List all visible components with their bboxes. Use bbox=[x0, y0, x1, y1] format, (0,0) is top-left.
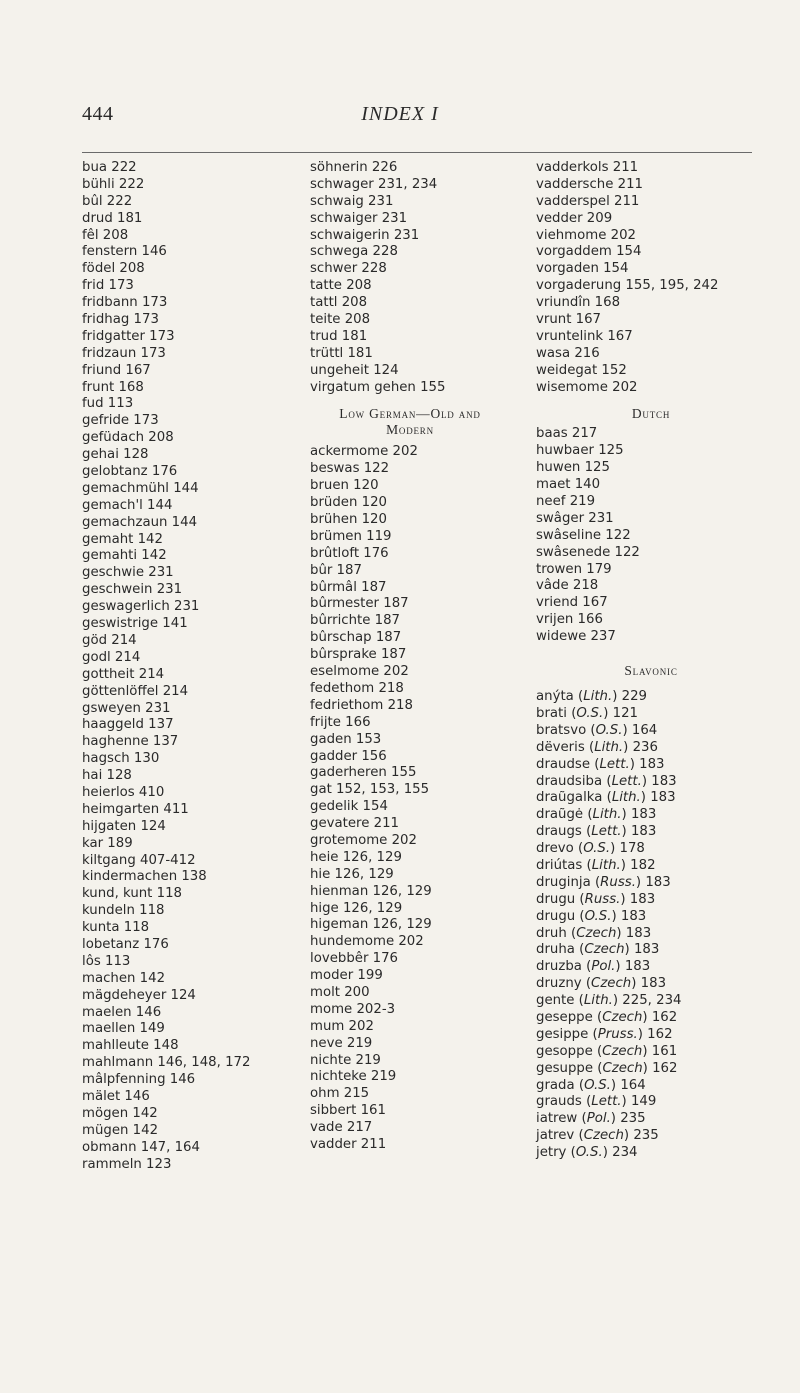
index-entry: draudsiba (Lett.) 183 bbox=[536, 773, 677, 789]
index-entry: gesippe (Pruss.) 162 bbox=[536, 1026, 673, 1042]
entry-pages: 164 bbox=[631, 722, 658, 738]
index-entry: gaderheren 155 bbox=[310, 765, 417, 781]
index-entry: geswagerlich 231 bbox=[82, 599, 200, 615]
entry-word: iatrew bbox=[536, 1111, 578, 1127]
index-entry: gsweyen 231 bbox=[82, 700, 171, 716]
index-entry: druzba (Pol.) 183 bbox=[536, 959, 651, 975]
index-entry: grada (O.S.) 164 bbox=[536, 1077, 646, 1093]
index-entry: widewe 237 bbox=[536, 629, 616, 645]
index-entry: gemach'l 144 bbox=[82, 497, 173, 513]
index-entry: brümen 119 bbox=[310, 528, 392, 544]
index-entry: draũgalka (Lith.) 183 bbox=[536, 790, 676, 806]
index-entry: iatrew (Pol.) 235 bbox=[536, 1111, 646, 1127]
entry-language: Russ. bbox=[584, 891, 621, 907]
entry-language: Pol. bbox=[591, 959, 616, 975]
index-entry: mägdeheyer 124 bbox=[82, 987, 196, 1003]
index-entry: bua 222 bbox=[82, 160, 137, 175]
index-entry: maet 140 bbox=[536, 477, 601, 493]
index-entry: fêl 208 bbox=[82, 227, 129, 243]
index-entry: geseppe (Czech) 162 bbox=[536, 1009, 678, 1025]
index-entry: lobetanz 176 bbox=[82, 936, 169, 952]
index-entry: eselmome 202 bbox=[310, 664, 409, 680]
index-entry: drud 181 bbox=[82, 210, 143, 226]
index-entry: mahlleute 148 bbox=[82, 1038, 179, 1054]
index-entry: geschwie 231 bbox=[82, 565, 174, 581]
entry-language: Lett. bbox=[599, 756, 630, 772]
index-entry: gemaht 142 bbox=[82, 531, 163, 547]
index-entry: gemachzaun 144 bbox=[82, 514, 198, 530]
section-heading-dutch: Dutch bbox=[631, 406, 671, 422]
index-entry: schwer 228 bbox=[310, 261, 387, 277]
entry-word: druzny bbox=[536, 976, 582, 992]
entry-word: druh bbox=[536, 925, 567, 941]
index-entry: rammeln 123 bbox=[82, 1156, 172, 1172]
entry-pages: 234 bbox=[612, 1145, 638, 1161]
entry-pages: 162 bbox=[647, 1026, 673, 1042]
entry-language: Czech bbox=[602, 1060, 643, 1076]
entry-language: Lith. bbox=[591, 857, 621, 873]
entry-pages: 162 bbox=[651, 1009, 678, 1025]
index-entry: kiltgang 407-412 bbox=[82, 852, 196, 868]
index-entry: nichteke 219 bbox=[310, 1069, 397, 1085]
entry-word: anýta bbox=[536, 689, 574, 705]
index-entry: jatrev (Czech) 235 bbox=[536, 1128, 659, 1144]
section-heading-slavonic: Slavonic bbox=[624, 663, 678, 679]
entry-word: draugs bbox=[536, 824, 582, 840]
entry-language: Lett. bbox=[611, 773, 642, 789]
index-entry: dëveris (Lith.) 236 bbox=[536, 739, 658, 755]
entry-language: Czech bbox=[576, 925, 617, 941]
index-entry: frunt 168 bbox=[82, 379, 144, 395]
index-entry: nichte 219 bbox=[310, 1052, 381, 1068]
entry-language: Pruss. bbox=[597, 1026, 638, 1042]
index-entry: haghenne 137 bbox=[82, 734, 179, 750]
index-column-2 bbox=[310, 160, 510, 1154]
index-entry: bûrsprake 187 bbox=[310, 647, 407, 663]
entry-word: druzba bbox=[536, 959, 582, 975]
index-entry: gefride 173 bbox=[82, 413, 159, 429]
entry-pages: 183 bbox=[630, 807, 657, 823]
index-entry: kund, kunt 118 bbox=[82, 886, 183, 902]
index-entry: draũgė (Lith.) 183 bbox=[536, 807, 657, 823]
index-column-3 bbox=[536, 160, 766, 1162]
entry-pages: 183 bbox=[629, 891, 656, 907]
entry-language: Lith. bbox=[611, 790, 641, 806]
index-entry: gottheit 214 bbox=[82, 666, 165, 682]
entry-word: drugu bbox=[536, 891, 576, 907]
entry-word: drugu bbox=[536, 908, 576, 924]
entry-word: jatrev bbox=[536, 1128, 575, 1144]
entry-pages: 183 bbox=[651, 773, 677, 789]
index-entry: maellen 149 bbox=[82, 1021, 165, 1037]
entry-word: grauds bbox=[536, 1094, 582, 1110]
index-entry: gefüdach 208 bbox=[82, 430, 174, 446]
entry-language: Lith. bbox=[583, 689, 613, 705]
index-entry: gelobtanz 176 bbox=[82, 464, 178, 480]
index-entry: gente (Lith.) 225, 234 bbox=[536, 993, 682, 1009]
index-entry: schwega 228 bbox=[310, 244, 398, 260]
entry-language: Czech bbox=[584, 942, 625, 958]
entry-language: Lett. bbox=[591, 824, 622, 840]
index-entry: lôs 113 bbox=[82, 953, 131, 969]
index-entry: vadderkols 211 bbox=[536, 160, 639, 175]
index-entry: fud 113 bbox=[82, 396, 134, 412]
index-entry: druh (Czech) 183 bbox=[536, 925, 652, 941]
index-entry: viehmome 202 bbox=[536, 227, 636, 243]
index-entry: geswistrige 141 bbox=[82, 616, 188, 632]
index-entry: swâseline 122 bbox=[536, 527, 631, 543]
index-entry: gesuppe (Czech) 162 bbox=[536, 1060, 678, 1076]
index-entry: ackermome 202 bbox=[310, 444, 418, 460]
running-title: INDEX I bbox=[361, 103, 439, 125]
index-entry: friund 167 bbox=[82, 362, 151, 378]
index-entry: fenstern 146 bbox=[82, 244, 167, 260]
entry-word: driútas bbox=[536, 857, 583, 873]
index-entry: virgatum gehen 155 bbox=[310, 379, 446, 395]
index-entry: vriend 167 bbox=[536, 595, 608, 611]
index-entry: teite 208 bbox=[310, 312, 371, 328]
index-entry: söhnerin 226 bbox=[310, 160, 398, 175]
index-entry: heimgarten 411 bbox=[82, 801, 189, 817]
entry-pages: 149 bbox=[630, 1094, 657, 1110]
entry-word: grada bbox=[536, 1077, 575, 1093]
index-entry: fridzaun 173 bbox=[82, 345, 166, 361]
index-entry: mahlmann 146, 148, 172 bbox=[82, 1055, 251, 1071]
entry-pages: 183 bbox=[630, 824, 657, 840]
entry-pages: 183 bbox=[624, 959, 651, 975]
entry-word: gesippe bbox=[536, 1026, 589, 1042]
entry-word: druha bbox=[536, 942, 575, 958]
index-entry: hundemome 202 bbox=[310, 934, 424, 950]
entry-pages: 183 bbox=[650, 790, 676, 806]
section-heading-line: Modern bbox=[386, 422, 434, 438]
index-entry: schwaiger 231 bbox=[310, 210, 408, 226]
index-entry: godl 214 bbox=[82, 649, 141, 665]
index-entry: hienman 126, 129 bbox=[310, 883, 432, 899]
index-entry: fridhag 173 bbox=[82, 312, 159, 328]
entry-word: gesoppe bbox=[536, 1043, 593, 1059]
index-entry: trowen 179 bbox=[536, 561, 612, 577]
column-3-slavonic-entries bbox=[536, 689, 766, 1162]
index-entry: heie 126, 129 bbox=[310, 849, 402, 865]
entry-language: Czech bbox=[602, 1043, 643, 1059]
index-entry: moder 199 bbox=[310, 968, 383, 984]
entry-language: Czech bbox=[583, 1128, 624, 1144]
index-entry: hige 126, 129 bbox=[310, 900, 403, 916]
index-entry: bratsvo (O.S.) 164 bbox=[536, 722, 658, 738]
index-entry: frijte 166 bbox=[310, 714, 371, 730]
entry-language: O.S. bbox=[584, 1077, 611, 1093]
index-entry: gemachmühl 144 bbox=[82, 480, 199, 496]
index-entry: huwen 125 bbox=[536, 460, 610, 476]
entry-language: Lith. bbox=[592, 807, 622, 823]
entry-word: draũgė bbox=[536, 807, 584, 823]
index-entry: kundeln 118 bbox=[82, 903, 165, 919]
index-entry: lovebbêr 176 bbox=[310, 951, 399, 967]
index-entry: vorgaddem 154 bbox=[536, 244, 642, 260]
index-entry: mâlpfenning 146 bbox=[82, 1072, 196, 1088]
index-entry: fedriethom 218 bbox=[310, 697, 413, 713]
index-entry: bûrmester 187 bbox=[310, 596, 409, 612]
entry-word: draudse bbox=[536, 756, 591, 772]
entry-language: O.S. bbox=[584, 908, 612, 924]
entry-language: Lith. bbox=[594, 739, 624, 755]
entry-language: Czech bbox=[591, 976, 632, 992]
index-entry: bûrschap 187 bbox=[310, 630, 402, 646]
entry-word: bratsvo bbox=[536, 722, 587, 738]
entry-word: druginja bbox=[536, 874, 591, 890]
index-entry: vorgaden 154 bbox=[536, 261, 629, 277]
entry-language: O.S. bbox=[575, 1145, 603, 1161]
index-entry: huwbaer 125 bbox=[536, 443, 624, 459]
index-entry: grotemome 202 bbox=[310, 832, 417, 848]
index-entry: bûrmâl 187 bbox=[310, 579, 387, 595]
index-entry: drugu (Russ.) 183 bbox=[536, 891, 656, 907]
column-2-low-german-entries bbox=[310, 444, 510, 1153]
index-entry: ohm 215 bbox=[310, 1086, 370, 1102]
entry-pages: 236 bbox=[632, 739, 658, 755]
index-entry: vedder 209 bbox=[536, 210, 613, 226]
index-entry: neef 219 bbox=[536, 494, 596, 510]
index-entry: brûtloft 176 bbox=[310, 545, 389, 561]
index-entry: gaden 153 bbox=[310, 731, 382, 747]
entry-language: Russ. bbox=[600, 874, 636, 890]
index-entry: tatte 208 bbox=[310, 278, 372, 294]
index-entry: trud 181 bbox=[310, 328, 368, 344]
index-entry: vadderspel 211 bbox=[536, 193, 640, 209]
index-entry: wasa 216 bbox=[536, 345, 600, 361]
entry-pages: 161 bbox=[651, 1043, 678, 1059]
index-entry: gesoppe (Czech) 161 bbox=[536, 1043, 678, 1059]
entry-pages: 235 bbox=[620, 1111, 646, 1127]
entry-word: drevo bbox=[536, 841, 574, 857]
entry-word: draudsiba bbox=[536, 773, 603, 789]
column-2-german-entries bbox=[310, 160, 510, 396]
column-3-german-entries bbox=[536, 160, 766, 396]
column-3-dutch-entries bbox=[536, 426, 766, 646]
entry-language: Lith. bbox=[583, 993, 613, 1009]
index-entry: drugu (O.S.) 183 bbox=[536, 908, 647, 924]
index-entry: göttenlöffel 214 bbox=[82, 683, 189, 699]
index-entry: gemahti 142 bbox=[82, 548, 167, 564]
index-entry: brühen 120 bbox=[310, 512, 387, 528]
entry-pages: 183 bbox=[625, 925, 652, 941]
index-entry: hagsch 130 bbox=[82, 751, 160, 767]
entry-word: jetry bbox=[536, 1145, 567, 1161]
entry-word: dëveris bbox=[536, 739, 585, 755]
index-entry: grauds (Lett.) 149 bbox=[536, 1094, 657, 1110]
index-entry: gat 152, 153, 155 bbox=[310, 782, 430, 798]
index-entry: gedelik 154 bbox=[310, 799, 388, 815]
entry-language: O.S. bbox=[595, 722, 623, 738]
entry-language: Lett. bbox=[591, 1094, 622, 1110]
index-entry: sibbert 161 bbox=[310, 1103, 386, 1119]
index-entry: molt 200 bbox=[310, 984, 370, 1000]
index-entry: mügen 142 bbox=[82, 1122, 159, 1138]
entry-pages: 225, 234 bbox=[622, 993, 682, 1009]
index-entry: födel 208 bbox=[82, 261, 145, 277]
index-entry: draugs (Lett.) 183 bbox=[536, 824, 657, 840]
index-entry: fridgatter 173 bbox=[82, 328, 175, 344]
entry-language: O.S. bbox=[583, 841, 611, 857]
page-number: 444 bbox=[82, 103, 114, 125]
index-entry: schwaigerin 231 bbox=[310, 227, 420, 243]
index-entry: vrijen 166 bbox=[536, 612, 603, 628]
index-entry: trüttl 181 bbox=[310, 345, 373, 361]
index-entry: kunta 118 bbox=[82, 920, 150, 936]
index-entry: swâsenede 122 bbox=[536, 544, 640, 560]
entry-pages: 183 bbox=[633, 942, 660, 958]
index-entry: obmann 147, 164 bbox=[82, 1139, 200, 1155]
header-rule bbox=[82, 152, 752, 153]
index-entry: vaddersche 211 bbox=[536, 176, 643, 192]
index-entry: vâde 218 bbox=[536, 578, 599, 594]
index-entry: machen 142 bbox=[82, 970, 166, 986]
index-entry: bûl 222 bbox=[82, 193, 133, 209]
index-entry: kindermachen 138 bbox=[82, 869, 207, 885]
entry-language: O.S. bbox=[576, 705, 604, 721]
index-entry: frid 173 bbox=[82, 278, 134, 294]
entry-pages: 229 bbox=[621, 689, 648, 705]
index-entry: higeman 126, 129 bbox=[310, 917, 432, 933]
index-entry: vriundîn 168 bbox=[536, 295, 621, 311]
index-entry: gehai 128 bbox=[82, 447, 149, 463]
index-entry: gevatere 211 bbox=[310, 816, 399, 832]
index-entry: kar 189 bbox=[82, 835, 133, 851]
entry-pages: 183 bbox=[639, 756, 665, 772]
index-entry: schwaig 231 bbox=[310, 193, 394, 209]
index-entry: jetry (O.S.) 234 bbox=[536, 1145, 638, 1161]
entry-pages: 121 bbox=[612, 705, 639, 721]
index-entry: bûrrichte 187 bbox=[310, 613, 401, 629]
index-entry: wisemome 202 bbox=[536, 379, 638, 395]
index-entry: schwager 231, 234 bbox=[310, 176, 438, 192]
index-entry: vorgaderung 155, 195, 242 bbox=[536, 278, 719, 294]
entry-word: gente bbox=[536, 993, 575, 1009]
section-heading-line: Low German—Old and bbox=[339, 406, 481, 422]
index-entry: mälet 146 bbox=[82, 1088, 150, 1104]
index-entry: drevo (O.S.) 178 bbox=[536, 841, 645, 857]
index-entry: mome 202-3 bbox=[310, 1001, 396, 1017]
index-entry: fridbann 173 bbox=[82, 295, 168, 311]
index-entry: neve 219 bbox=[310, 1035, 373, 1051]
index-entry: göd 214 bbox=[82, 632, 137, 648]
entry-word: brati bbox=[536, 705, 567, 721]
index-entry: bûr 187 bbox=[310, 562, 362, 578]
entry-pages: 235 bbox=[633, 1128, 659, 1144]
index-entry: geschwein 231 bbox=[82, 582, 183, 598]
entry-word: draũgalka bbox=[536, 790, 603, 806]
entry-pages: 162 bbox=[652, 1060, 678, 1076]
index-entry: bruen 120 bbox=[310, 478, 379, 494]
index-entry: anýta (Lith.) 229 bbox=[536, 689, 648, 705]
index-entry: hai 128 bbox=[82, 768, 132, 784]
index-entry: vrunt 167 bbox=[536, 312, 602, 328]
index-entry: druginja (Russ.) 183 bbox=[536, 874, 671, 890]
entry-pages: 178 bbox=[619, 841, 645, 857]
index-column-1 bbox=[82, 160, 282, 1173]
index-entry: druha (Czech) 183 bbox=[536, 942, 660, 958]
index-entry: brati (O.S.) 121 bbox=[536, 705, 639, 721]
index-entry: ungeheit 124 bbox=[310, 362, 399, 378]
index-entry: driútas (Lith.) 182 bbox=[536, 857, 656, 873]
index-entry: gadder 156 bbox=[310, 748, 387, 764]
entry-pages: 183 bbox=[620, 908, 647, 924]
index-entry: maelen 146 bbox=[82, 1004, 162, 1020]
entry-pages: 182 bbox=[630, 857, 656, 873]
index-entry: hie 126, 129 bbox=[310, 866, 394, 882]
index-entry: fedethom 218 bbox=[310, 680, 404, 696]
index-entry: vadder 211 bbox=[310, 1136, 387, 1152]
index-entry: haaggeld 137 bbox=[82, 717, 174, 733]
entry-word: geseppe bbox=[536, 1009, 593, 1025]
entry-language: Czech bbox=[602, 1009, 643, 1025]
index-entry: mögen 142 bbox=[82, 1105, 158, 1121]
index-entry: weidegat 152 bbox=[536, 362, 627, 378]
index-entry: tattl 208 bbox=[310, 295, 368, 311]
index-entry: heierlos 410 bbox=[82, 784, 165, 800]
entry-pages: 183 bbox=[645, 874, 671, 890]
index-entry: brüden 120 bbox=[310, 495, 387, 511]
index-entry: baas 217 bbox=[536, 426, 598, 442]
index-entry: beswas 122 bbox=[310, 461, 390, 477]
index-entry: draudse (Lett.) 183 bbox=[536, 756, 665, 772]
index-entry: vruntelink 167 bbox=[536, 328, 633, 344]
index-entry: hijgaten 124 bbox=[82, 818, 166, 834]
index-entry: bühli 222 bbox=[82, 176, 145, 192]
entry-language: Pol. bbox=[586, 1111, 611, 1127]
entry-pages: 164 bbox=[620, 1077, 646, 1093]
index-entry: druzny (Czech) 183 bbox=[536, 976, 667, 992]
entry-word: gesuppe bbox=[536, 1060, 594, 1076]
index-entry: swâger 231 bbox=[536, 510, 614, 526]
index-entry: mum 202 bbox=[310, 1018, 374, 1034]
entry-pages: 183 bbox=[640, 976, 667, 992]
section-heading-low-german bbox=[310, 406, 510, 438]
index-entry: vade 217 bbox=[310, 1120, 373, 1136]
